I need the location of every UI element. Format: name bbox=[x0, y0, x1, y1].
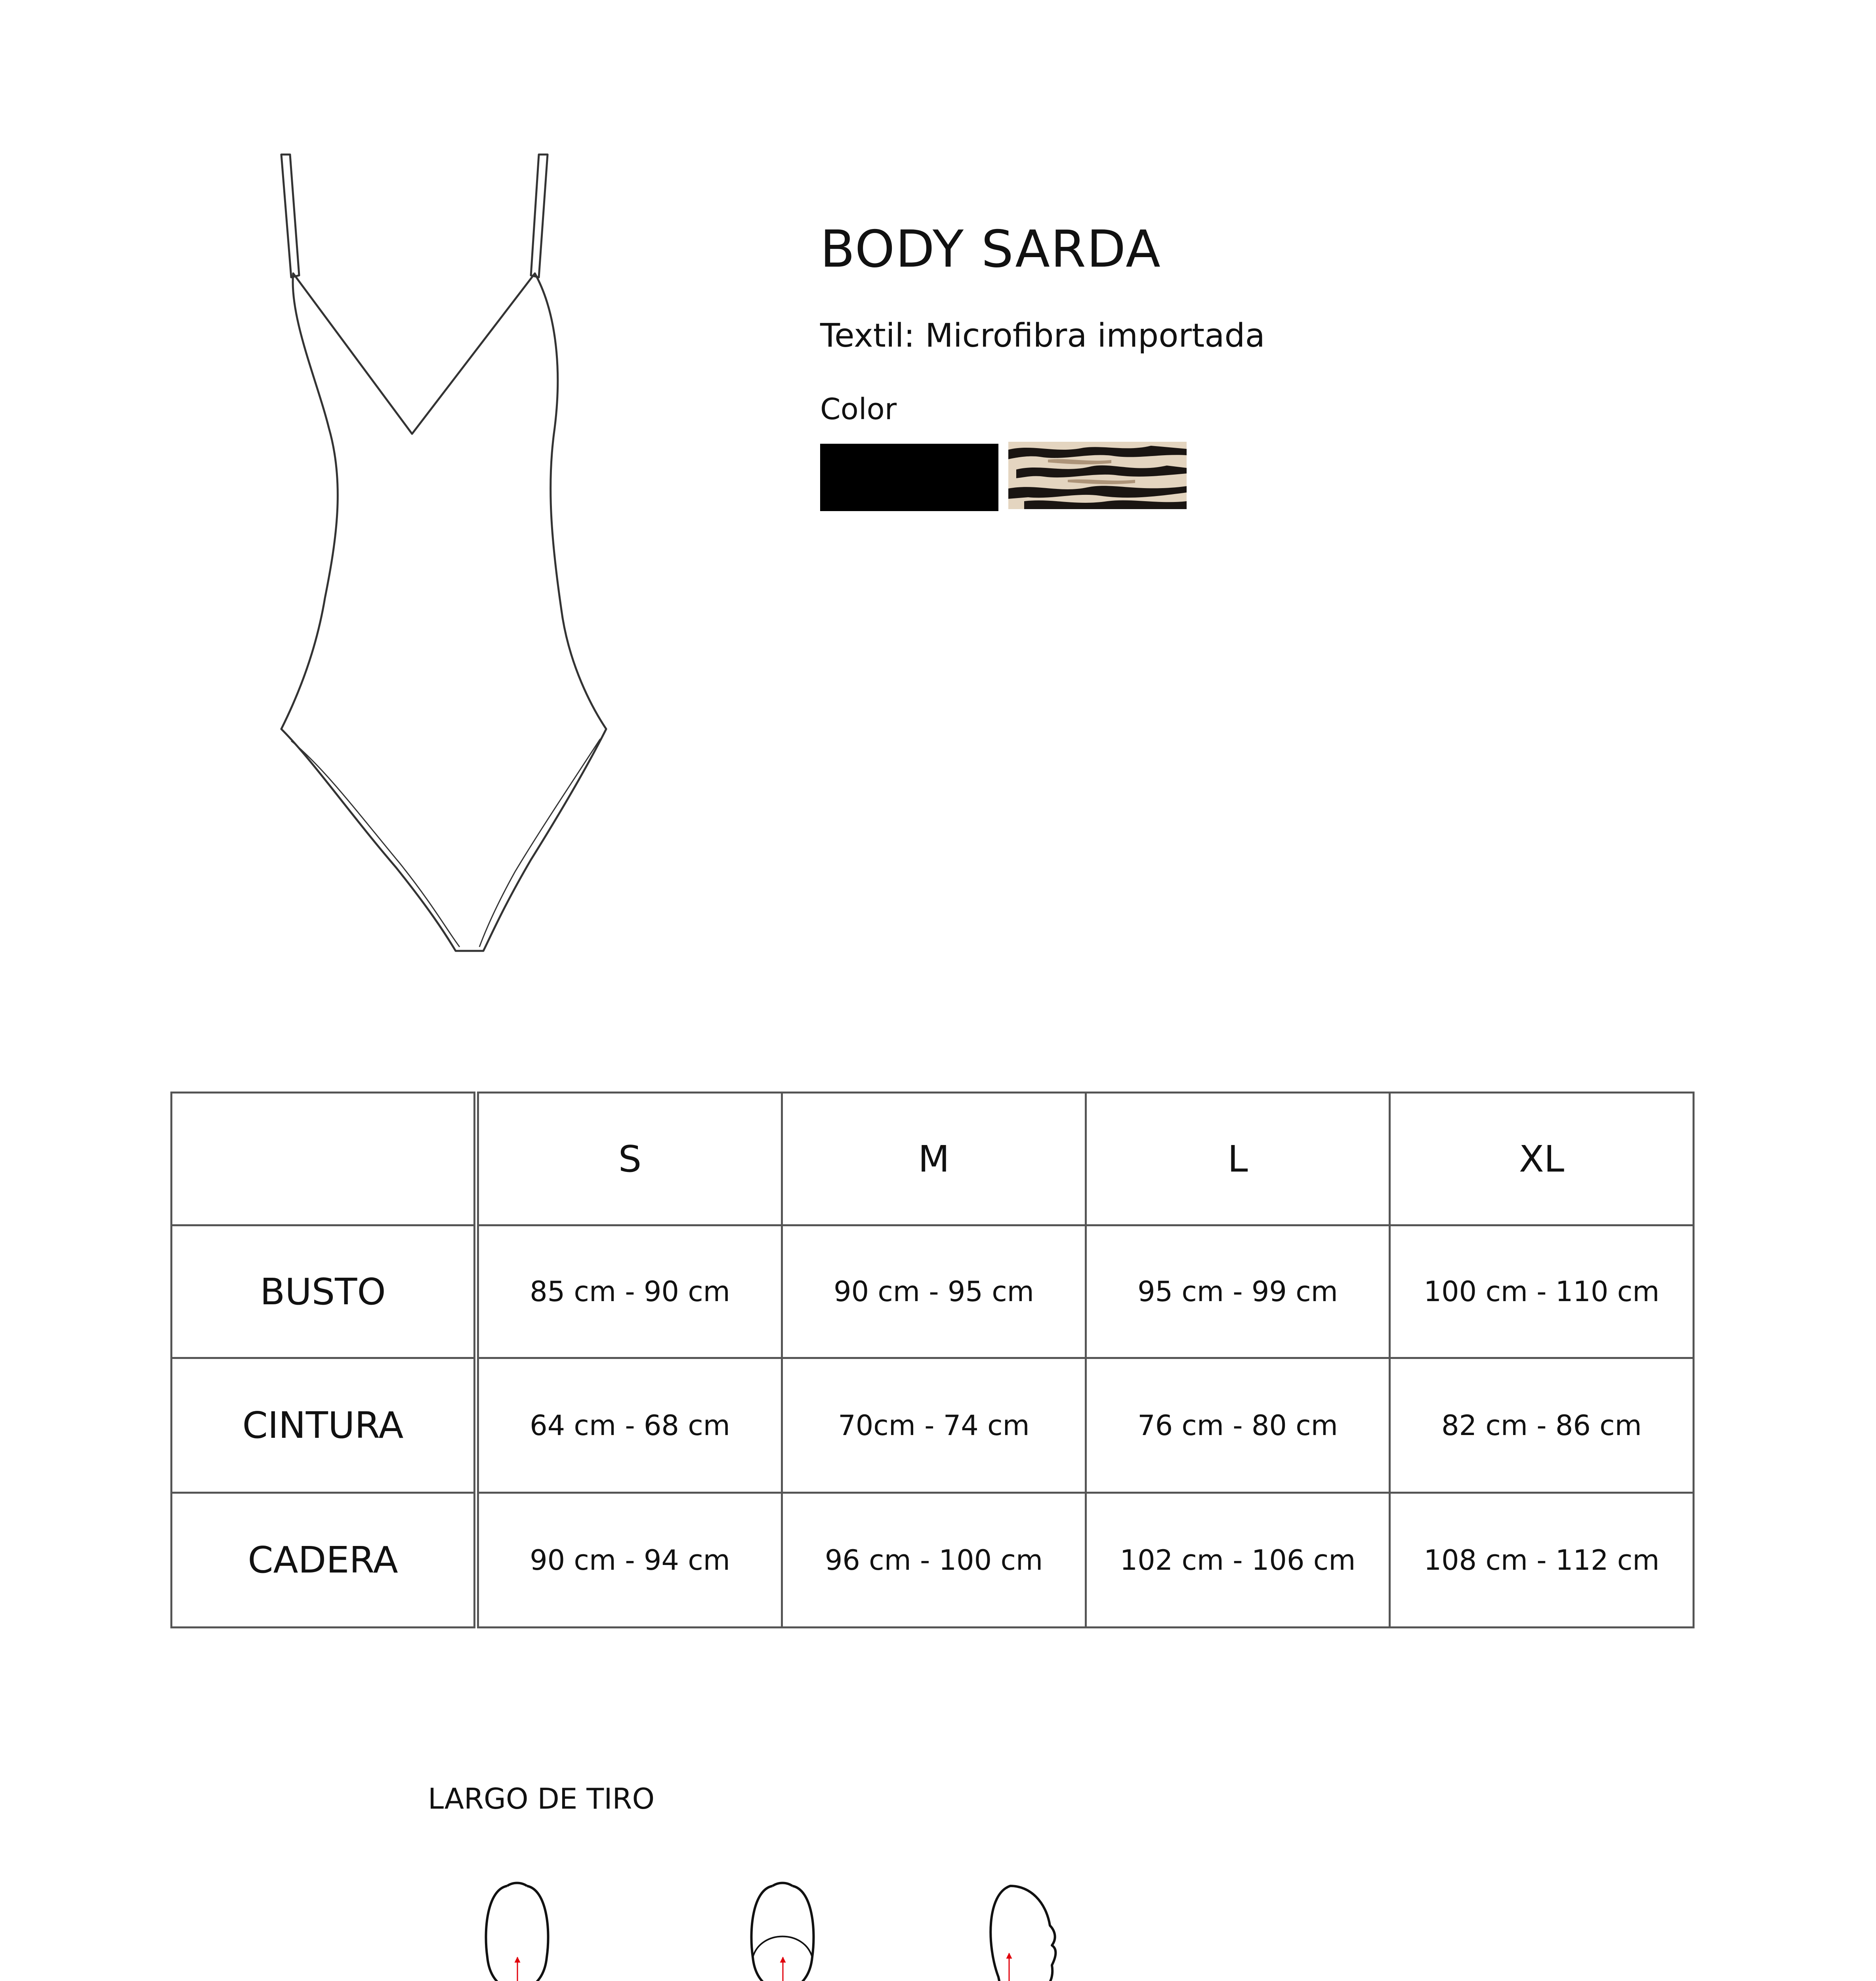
table-row bbox=[172, 1493, 1694, 1628]
table-cell: 85 cm - 90 cm bbox=[476, 1225, 782, 1358]
size-header-m: M bbox=[782, 1093, 1086, 1225]
product-textile: Textil: Microfibra importada bbox=[820, 317, 1265, 355]
size-header-s: S bbox=[476, 1093, 782, 1225]
row-label-cintura: CINTURA bbox=[172, 1358, 477, 1493]
largo-de-tiro-label: LARGO DE TIRO bbox=[428, 1782, 655, 1815]
color-label: Color bbox=[820, 392, 897, 426]
body-measurement-figures bbox=[428, 1858, 1141, 1981]
size-header-xl: XL bbox=[1390, 1093, 1694, 1225]
size-table bbox=[170, 1092, 1695, 1628]
measurement-arrows bbox=[444, 1953, 1101, 1981]
table-cell: 96 cm - 100 cm bbox=[782, 1493, 1086, 1628]
table-cell: 64 cm - 68 cm bbox=[476, 1358, 782, 1493]
table-cell: 70cm - 74 cm bbox=[782, 1358, 1086, 1493]
row-label-busto: BUSTO bbox=[172, 1225, 477, 1358]
row-label-cadera: CADERA bbox=[172, 1493, 477, 1628]
table-header-row bbox=[172, 1093, 1694, 1225]
table-cell: 102 cm - 106 cm bbox=[1086, 1493, 1390, 1628]
table-cell: 90 cm - 95 cm bbox=[782, 1225, 1086, 1358]
product-title: BODY SARDA bbox=[820, 220, 1161, 279]
tiger-print-swatch[interactable] bbox=[1008, 442, 1187, 509]
table-row bbox=[172, 1358, 1694, 1493]
table-cell: 82 cm - 86 cm bbox=[1390, 1358, 1694, 1493]
table-cell: 100 cm - 110 cm bbox=[1390, 1225, 1694, 1358]
table-cell: 90 cm - 94 cm bbox=[476, 1493, 782, 1628]
table-row bbox=[172, 1225, 1694, 1358]
figure-side-view bbox=[990, 1886, 1066, 1981]
table-cell: 108 cm - 112 cm bbox=[1390, 1493, 1694, 1628]
table-cell: 76 cm - 80 cm bbox=[1086, 1358, 1390, 1493]
table-cell: 95 cm - 99 cm bbox=[1086, 1225, 1390, 1358]
size-header-l: L bbox=[1086, 1093, 1390, 1225]
black-swatch[interactable] bbox=[820, 444, 998, 511]
table-corner-cell bbox=[172, 1093, 477, 1225]
bodysuit-sketch bbox=[222, 143, 650, 967]
